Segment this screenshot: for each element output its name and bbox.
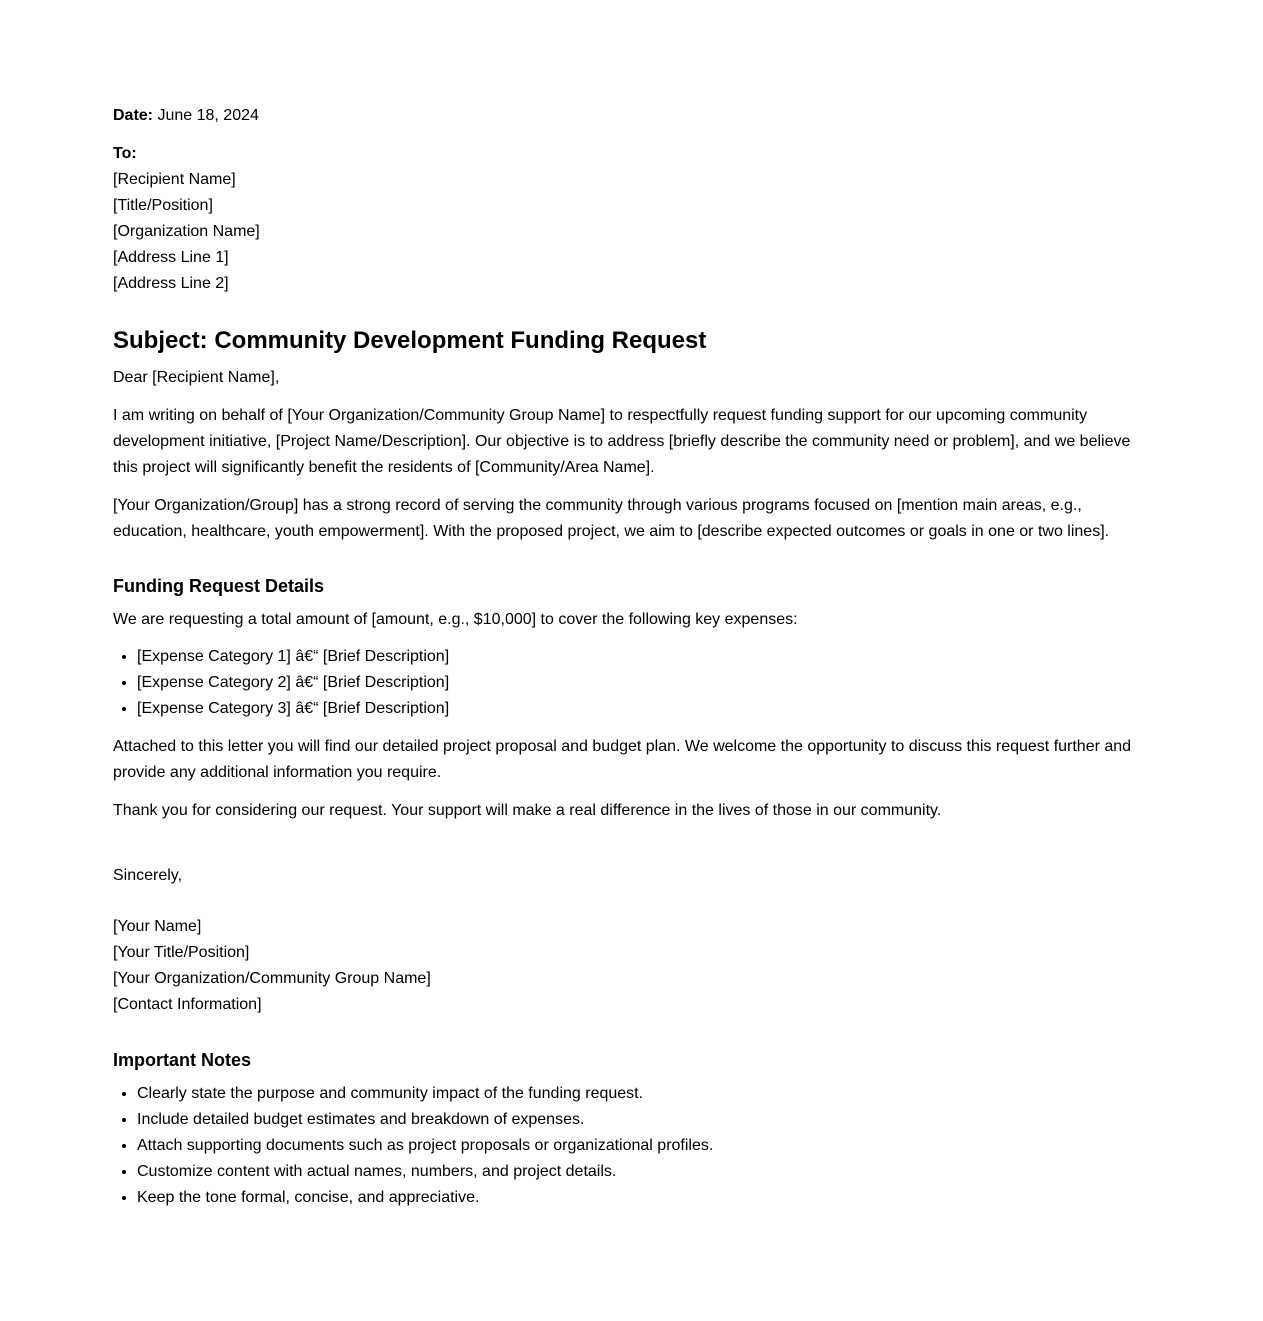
salutation: Dear [Recipient Name], — [113, 369, 280, 386]
important-notes-list — [113, 1081, 1150, 1211]
important-notes-heading: Important Notes — [113, 1050, 252, 1070]
organization-paragraph: [Your Organization/Group] has a strong record of serving the community through various programs focused on [mention main areas, e.g., education, healthcare, youth empowerment]. With the proposed project, we aim to [describe expected outcomes or goals in one or two lines]. — [113, 497, 1110, 540]
recipient-address-line-1: [Address Line 1] — [113, 249, 229, 266]
funding-request-paragraph: We are requesting a total amount of [amount, e.g., $10,000] to cover the following key expenses: — [113, 611, 798, 628]
note-item: • Customize content with actual names, numbers, and project details. — [137, 1159, 1150, 1185]
intro-paragraph: I am writing on behalf of [Your Organization/Community Group Name] to respectfully request funding support for our upcoming community development initiative, [Project Name/Description]. Our objective is to address [briefly describe the community need or problem], and we believe this project will significantly benefit the residents of [Community/Area Name]. — [113, 407, 1131, 476]
recipient-address-line-2: [Address Line 2] — [113, 275, 229, 292]
expense-item: • [Expense Category 3] â€“ [Brief Description] — [137, 696, 1150, 722]
note-item: • Attach supporting documents such as project proposals or organizational profiles. — [137, 1133, 1150, 1159]
note-item: • Clearly state the purpose and community impact of the funding request. — [137, 1081, 1150, 1107]
recipient-name-line: [Recipient Name] — [113, 171, 236, 188]
note-item: • Keep the tone formal, concise, and appreciative. — [137, 1185, 1150, 1211]
note-item: • Include detailed budget estimates and breakdown of expenses. — [137, 1107, 1150, 1133]
date-value: June 18, 2024 — [153, 107, 259, 124]
expense-item: • [Expense Category 1] â€“ [Brief Description] — [137, 644, 1150, 670]
signature-name: [Your Name] — [113, 918, 202, 935]
signature-title: [Your Title/Position] — [113, 944, 250, 961]
signature-block — [113, 914, 1150, 1018]
attachment-paragraph: Attached to this letter you will find our detailed project proposal and budget plan. We welcome the opportunity to discuss this request further and provide any additional information you require. — [113, 738, 1132, 781]
recipient-organization-line: [Organization Name] — [113, 223, 260, 240]
signature-organization: [Your Organization/Community Group Name] — [113, 970, 431, 987]
signature-contact: [Contact Information] — [113, 996, 262, 1013]
subject-heading: Subject: Community Development Funding Request — [113, 327, 707, 354]
recipient-title-line: [Title/Position] — [113, 197, 213, 214]
funding-details-heading: Funding Request Details — [113, 576, 325, 596]
expense-list — [113, 644, 1150, 722]
recipient-block — [113, 141, 1150, 297]
thanks-paragraph: Thank you for considering our request. Your support will make a real difference in the lives of those in our community. — [113, 802, 942, 819]
date-line — [113, 103, 1150, 129]
date-label: Date: — [113, 107, 154, 124]
closing: Sincerely, — [113, 867, 183, 884]
expense-item: • [Expense Category 2] â€“ [Brief Description] — [137, 670, 1150, 696]
to-label: To: — [113, 145, 137, 162]
